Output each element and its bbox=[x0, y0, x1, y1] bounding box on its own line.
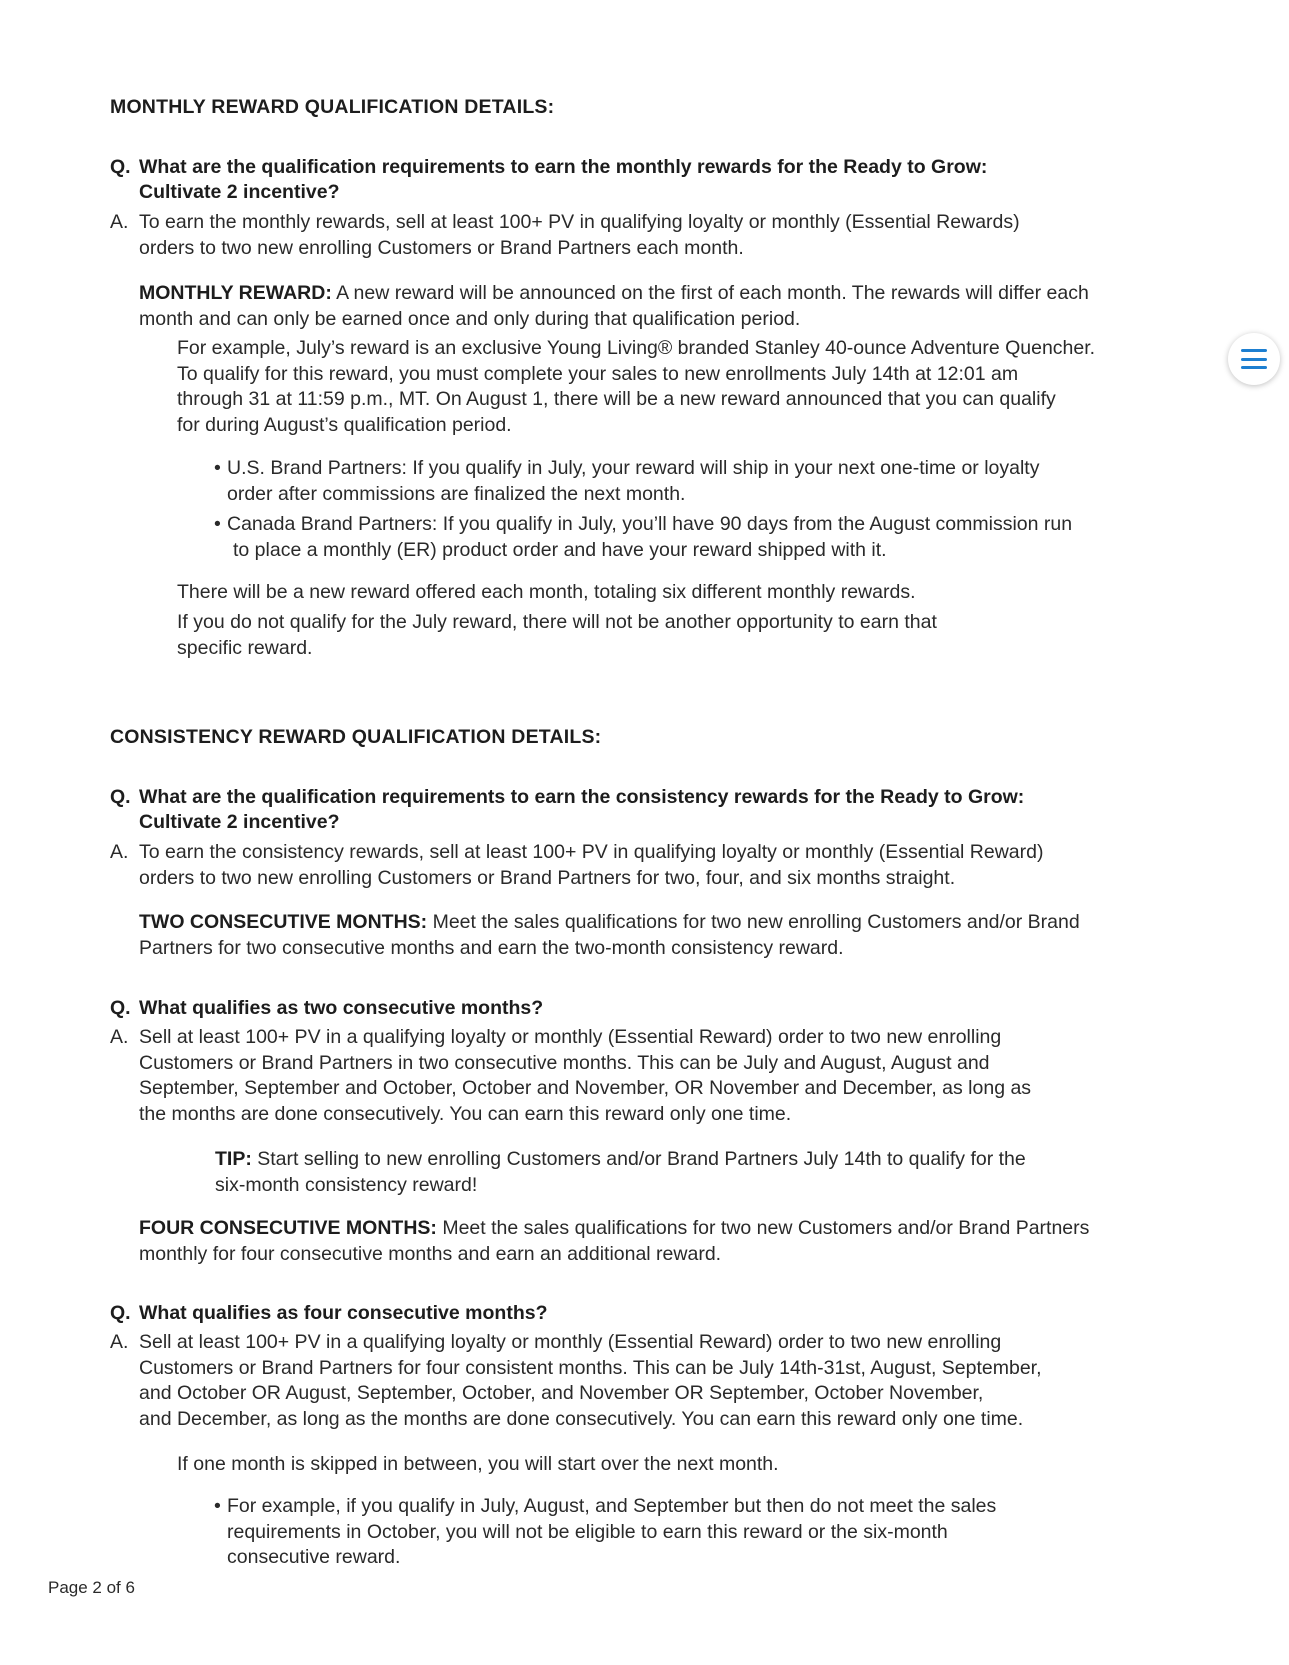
four-consecutive-line-1: Meet the sales qualifications for two new Customers and/or Brand Partners bbox=[436, 1217, 1090, 1239]
answer-line-1: To earn the monthly rewards, sell at least 100+ PV in qualifying loyalty or monthly (Essential Rewards) bbox=[139, 211, 1020, 233]
two-consecutive-line-2: Partners for two consecutive months and earn the two-month consistency reward. bbox=[139, 936, 844, 959]
note-2-line-1: If you do not qualify for the July reward, there will not be another opportunity to earn that bbox=[177, 611, 937, 633]
answer-line-3: September, September and October, October and November, OR November and December, as long as bbox=[139, 1077, 1032, 1099]
bullet-dot: • bbox=[214, 513, 221, 535]
four-months-question bbox=[110, 1301, 1180, 1326]
question-marker: Q. bbox=[110, 1302, 131, 1324]
skip-note: If one month is skipped in between, you will start over the next month. bbox=[177, 1453, 779, 1475]
monthly-question bbox=[110, 155, 1180, 205]
note-2-line-2: specific reward. bbox=[177, 636, 313, 659]
four-consecutive-line-2: monthly for four consecutive months and earn an additional reward. bbox=[139, 1242, 722, 1265]
consistency-answer bbox=[110, 840, 1190, 891]
us-brand-partners-bullet bbox=[214, 456, 1039, 507]
consistency-question bbox=[110, 785, 1180, 835]
question-marker: Q. bbox=[110, 786, 131, 808]
question-line-1: What are the qualification requirements to earn the consistency rewards for the Ready to Grow: bbox=[139, 786, 1025, 808]
bullet-line-2: to place a monthly (ER) product order and have your reward shipped with it. bbox=[233, 538, 887, 561]
answer-line-2: Customers or Brand Partners in two consecutive months. This can be July and August, August and bbox=[139, 1051, 990, 1074]
answer-line-1: To earn the consistency rewards, sell at least 100+ PV in qualifying loyalty or monthly (Essential Reward) bbox=[139, 841, 1044, 863]
two-months-answer bbox=[110, 1025, 1190, 1127]
tip-line-2: six-month consistency reward! bbox=[215, 1173, 478, 1196]
bullet-dot: • bbox=[214, 1495, 221, 1517]
answer-line-4: the months are done consecutively. You can earn this reward only one time. bbox=[139, 1102, 792, 1125]
tip-line-1: Start selling to new enrolling Customers and/or Brand Partners July 14th to qualify for the bbox=[251, 1148, 1026, 1170]
four-consecutive-months-paragraph bbox=[139, 1216, 1089, 1267]
skip-example-bullet bbox=[214, 1494, 996, 1571]
monthly-section-heading: MONTHLY REWARD QUALIFICATION DETAILS: bbox=[110, 96, 555, 118]
example-paragraph bbox=[177, 336, 1095, 438]
example-line-1: For example, July’s reward is an exclusive Young Living® branded Stanley 40-ounce Adventure Quencher. bbox=[177, 337, 1096, 359]
bullet-line-2: requirements in October, you will not be eligible to earn this reward or the six-month bbox=[227, 1520, 948, 1543]
answer-line-2: Customers or Brand Partners for four consistent months. This can be July 14th-31st, August, September, bbox=[139, 1356, 1042, 1379]
answer-line-2: orders to two new enrolling Customers or Brand Partners each month. bbox=[139, 236, 744, 259]
monthly-note-1: There will be a new reward offered each month, totaling six different monthly rewards. bbox=[177, 581, 916, 603]
bullet-line-1: For example, if you qualify in July, August, and September but then do not meet the sales bbox=[227, 1495, 997, 1517]
two-months-question bbox=[110, 996, 1180, 1021]
question-line-2: Cultivate 2 incentive? bbox=[139, 181, 340, 203]
consistency-section-heading: CONSISTENCY REWARD QUALIFICATION DETAILS: bbox=[110, 726, 602, 748]
monthly-reward-label: MONTHLY REWARD: bbox=[139, 282, 332, 304]
answer-line-4: and December, as long as the months are done consecutively. You can earn this reward only one time. bbox=[139, 1407, 1024, 1430]
tip-label: TIP: bbox=[215, 1148, 252, 1170]
question-line-2: Cultivate 2 incentive? bbox=[139, 811, 340, 833]
answer-line-3: and October OR August, September, October, and November OR September, October November, bbox=[139, 1382, 984, 1404]
bullet-line-2: order after commissions are finalized the next month. bbox=[227, 482, 686, 505]
example-line-3: through 31 at 11:59 p.m., MT. On August 1, there will be a new reward announced that you can qualify bbox=[177, 388, 1056, 410]
monthly-note-2 bbox=[177, 610, 937, 661]
bullet-line-1: Canada Brand Partners: If you qualify in July, you’ll have 90 days from the August commission run bbox=[227, 513, 1073, 535]
hamburger-menu-icon bbox=[1241, 349, 1267, 369]
answer-marker: A. bbox=[110, 1026, 129, 1048]
bullet-dot: • bbox=[214, 457, 221, 479]
four-consecutive-label: FOUR CONSECUTIVE MONTHS: bbox=[139, 1217, 437, 1239]
question-marker: Q. bbox=[110, 997, 131, 1019]
page-number: Page 2 of 6 bbox=[48, 1578, 135, 1597]
question-text: What qualifies as four consecutive months? bbox=[139, 1302, 548, 1324]
answer-marker: A. bbox=[110, 211, 129, 233]
question-marker: Q. bbox=[110, 156, 131, 178]
monthly-reward-line-1: A new reward will be announced on the first of each month. The rewards will differ each bbox=[331, 282, 1089, 304]
monthly-reward-paragraph bbox=[139, 281, 1089, 332]
two-consecutive-months-paragraph bbox=[139, 910, 1080, 961]
two-consecutive-line-1: Meet the sales qualifications for two new enrolling Customers and/or Brand bbox=[427, 911, 1080, 933]
example-line-2: To qualify for this reward, you must complete your sales to new enrollments July 14th at 12:01 am bbox=[177, 362, 1019, 385]
floating-menu-button[interactable] bbox=[1228, 333, 1280, 385]
canada-brand-partners-bullet bbox=[214, 512, 1072, 563]
answer-line-1: Sell at least 100+ PV in a qualifying loyalty or monthly (Essential Reward) order to two new enrolling bbox=[139, 1331, 1002, 1353]
tip-paragraph bbox=[215, 1147, 1026, 1198]
four-months-answer bbox=[110, 1330, 1190, 1432]
bullet-line-3: consecutive reward. bbox=[227, 1546, 401, 1568]
bullet-line-1: U.S. Brand Partners: If you qualify in July, your reward will ship in your next one-time or loyalty bbox=[227, 457, 1040, 479]
monthly-answer bbox=[110, 210, 1190, 261]
two-consecutive-label: TWO CONSECUTIVE MONTHS: bbox=[139, 911, 428, 933]
question-line-1: What are the qualification requirements to earn the monthly rewards for the Ready to Grow: bbox=[139, 156, 988, 178]
answer-line-2: orders to two new enrolling Customers or Brand Partners for two, four, and six months straight. bbox=[139, 866, 956, 889]
answer-marker: A. bbox=[110, 841, 129, 863]
answer-marker: A. bbox=[110, 1331, 129, 1353]
answer-line-1: Sell at least 100+ PV in a qualifying loyalty or monthly (Essential Reward) order to two new enrolling bbox=[139, 1026, 1002, 1048]
monthly-reward-line-2: month and can only be earned once and only during that qualification period. bbox=[139, 307, 801, 330]
example-line-4: for during August’s qualification period. bbox=[177, 413, 512, 436]
question-text: What qualifies as two consecutive months? bbox=[139, 997, 544, 1019]
